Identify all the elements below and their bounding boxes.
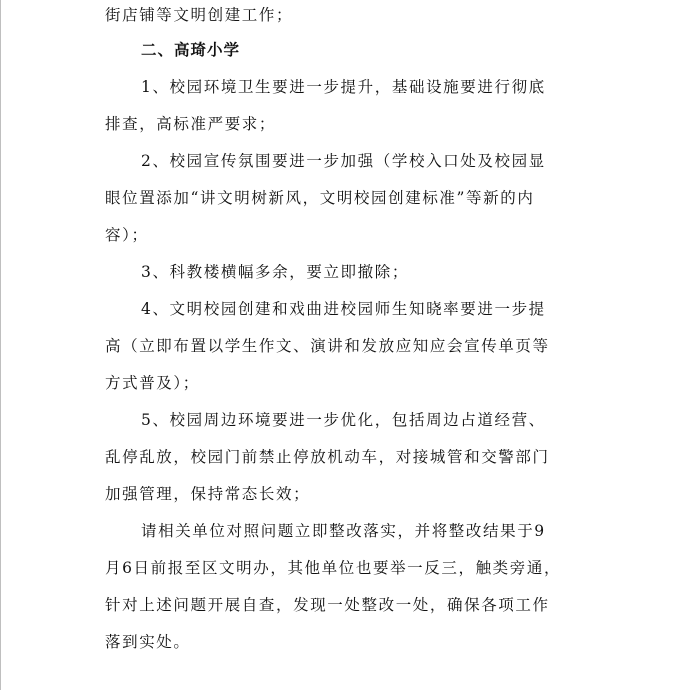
text-line: 月6日前报至区文明办，其他单位也要举一反三，触类旁通，: [105, 559, 562, 577]
text-line: 乱停乱放，校园门前禁止停放机动车，对接城管和交警部门: [105, 448, 550, 466]
text-line: 1、校园环境卫生要进一步提升，基础设施要进行彻底: [141, 78, 546, 96]
text-line: 高（立即布置以学生作文、演讲和发放应知应会宣传单页等: [105, 337, 550, 355]
text-line: 请相关单位对照问题立即整改落实，并将整改结果于9: [141, 522, 546, 540]
text-line: 街店铺等文明创建工作；: [105, 6, 294, 24]
text-line: 针对上述问题开展自查，发现一处整改一处，确保各项工作: [105, 596, 550, 614]
text-line: 加强管理，保持常态长效；: [105, 485, 311, 503]
text-line: 容）；: [105, 226, 149, 244]
text-line: 方式普及）；: [105, 374, 200, 392]
text-line: 排查，高标准严要求；: [105, 115, 277, 133]
section-heading: 二、高琦小学: [141, 41, 241, 59]
text-line: 3、科教楼横幅多余，要立即撤除；: [141, 263, 409, 281]
page-left-border: [0, 0, 1, 690]
text-line: 眼位置添加“讲文明树新风，文明校园创建标准”等新的内: [105, 189, 535, 207]
text-line: 4、文明校园创建和戏曲进校园师生知晓率要进一步提: [141, 300, 546, 318]
text-line: 5、校园周边环境要进一步优化，包括周边占道经营、: [141, 411, 546, 429]
text-line: 2、校园宣传氛围要进一步加强（学校入口处及校园显: [141, 152, 546, 170]
text-line: 落到实处。: [105, 633, 191, 651]
